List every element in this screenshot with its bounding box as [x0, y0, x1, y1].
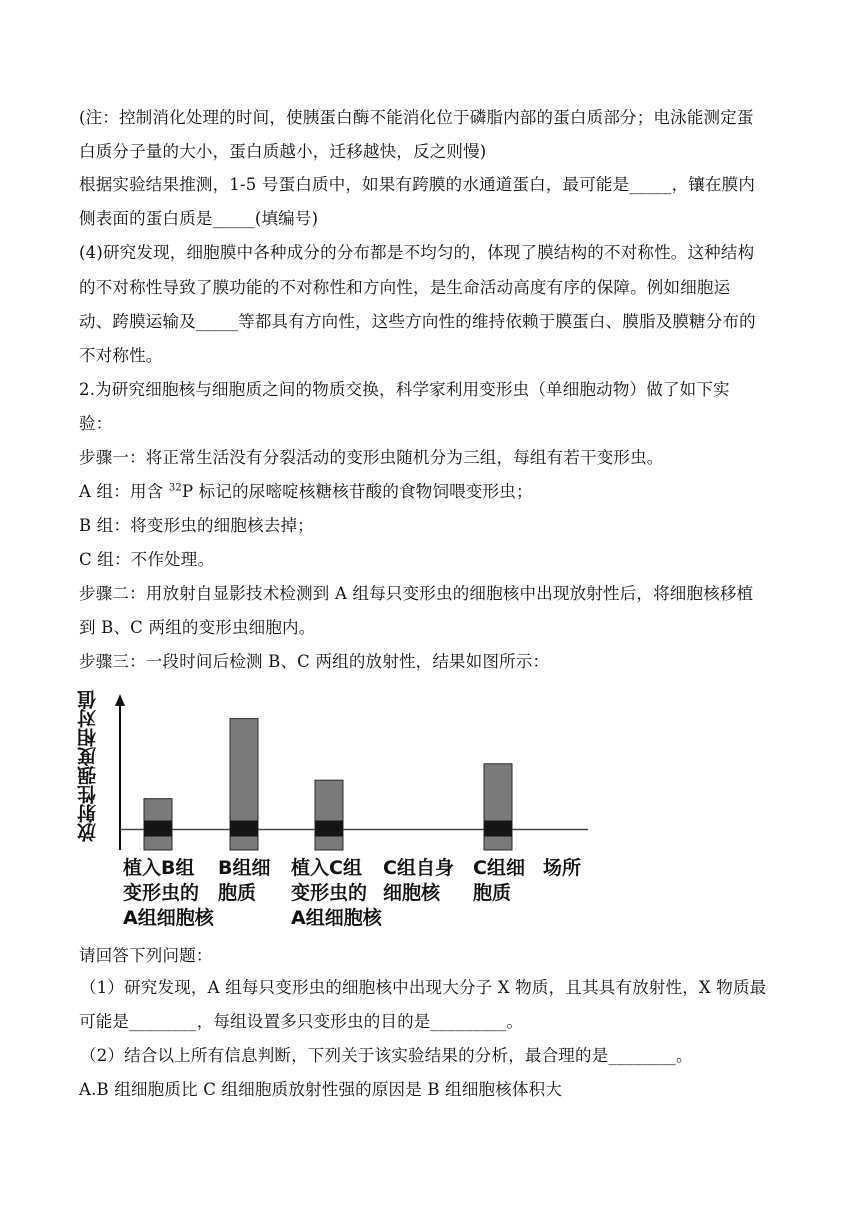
step-two: 步骤二：用放射自显影技术检测到 A 组每只变形虫的细胞核中出现放射性后，将细胞核移植	[79, 584, 754, 603]
text-line: 请回答下列问题：	[79, 946, 213, 965]
text-line: (注：控制消化处理的时间，使胰蛋白酶不能消化位于磷脂内部的蛋白质部分；电泳能测定蛋	[79, 108, 754, 127]
bar	[484, 764, 512, 850]
question-heading: 2.为研究细胞核与细胞质之间的物质交换，科学家利用变形虫（单细胞动物）做了如下实	[79, 380, 730, 399]
group-c: C 组：不作处理。	[79, 550, 215, 569]
text-line: 动、跨膜运输及_____等都具有方向性，这些方向性的维持依赖于膜蛋白、膜脂及膜糖分布的	[79, 312, 756, 331]
x-tick-label-5: C组细 胞质	[473, 857, 525, 904]
bar-band	[484, 820, 512, 836]
bar-band	[315, 820, 343, 836]
y-axis-arrow	[115, 694, 125, 706]
text-line: 白质分子量的大小，蛋白质越小，迁移越快，反之则慢)	[79, 142, 487, 161]
question-1: （1）研究发现，A 组每只变形虫的细胞核中出现大分子 X 物质，且其具有放射性，X 物质最	[80, 978, 767, 997]
text-line: 到 B、C 两组的变形虫细胞内。	[79, 618, 316, 637]
step-one: 步骤一：将正常生活没有分裂活动的变形虫随机分为三组，每组有若干变形虫。	[79, 448, 664, 467]
step-three: 步骤三：一段时间后检测 B、C 两组的放射性，结果如图所示：	[79, 652, 550, 671]
x-axis-label: 场所	[543, 857, 582, 879]
group-a: A 组：用含 $^{32}$P 标记的尿嘧啶核糖核苷酸的食物饲喂变形虫；	[79, 482, 533, 501]
group-b: B 组：将变形虫的细胞核去掉；	[79, 516, 314, 535]
y-axis-label: 放射性强度相对值	[77, 690, 99, 842]
text-line: 的不对称性导致了膜功能的不对称性和方向性，是生命活动高度有序的保障。例如细胞运	[79, 278, 731, 297]
bar-band	[230, 820, 258, 836]
question-1-cont: 可能是________，每组设置多只变形虫的目的是_________。	[79, 1012, 524, 1031]
bar-band	[144, 820, 172, 836]
x-tick-label-4: C组自身 细胞核	[383, 857, 454, 904]
question-2: （2）结合以上所有信息判断，下列关于该实验结果的分析，最合理的是________。	[80, 1046, 693, 1065]
x-tick-label-3: 植入C组 变形虫的 A组细胞核	[291, 857, 382, 929]
option-a: A.B 组细胞质比 C 组细胞质放射性强的原因是 B 组细胞核体积大	[79, 1080, 563, 1099]
text-line: 不对称性。	[79, 346, 163, 365]
x-tick-label-1: 植入B组 变形虫的 A组细胞核	[123, 857, 214, 929]
text-line: 验：	[79, 414, 113, 433]
text-line: (4)研究发现，细胞膜中各种成分的分布都是不均匀的，体现了膜结构的不对称性。这种结构	[79, 243, 755, 262]
text-line: 根据实验结果推测，1-5 号蛋白质中，如果有跨膜的水通道蛋白，最可能是_____，镶在膜内	[79, 175, 756, 194]
bar-chart	[78, 688, 598, 858]
x-tick-label-2: B组细 胞质	[218, 857, 271, 904]
bar	[315, 780, 343, 850]
text-line: 侧表面的蛋白质是_____(填编号)	[79, 209, 319, 228]
